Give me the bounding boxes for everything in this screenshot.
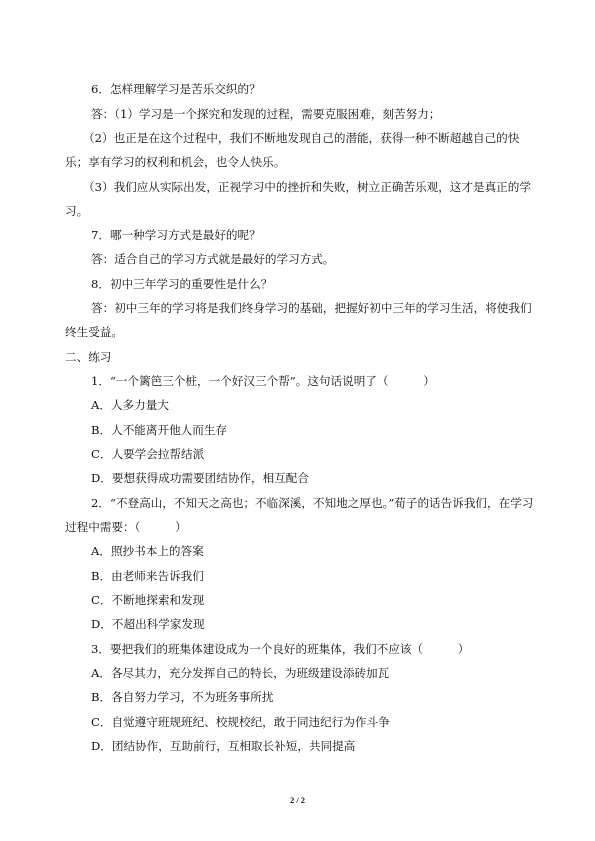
exercise-2-option-b: B．由老师来告诉我们: [91, 569, 204, 583]
answer-8-cont: 终生受益。: [65, 325, 123, 339]
exercise-3-question: 3．要把我们的班集体建设成为一个良好的班集体，我们不应该（ ）: [91, 642, 470, 656]
exercise-3-option-c: C．自觉遵守班规班纪、校规校纪，敢于同违纪行为作斗争: [91, 715, 390, 729]
exercise-2-option-c: C．不断地探索和发现: [91, 593, 205, 607]
answer-6-part-2-cont: 乐；享有学习的权利和机会，也令人快乐。: [65, 155, 286, 169]
page-number: 2 / 2: [289, 795, 306, 805]
exercise-1-option-a: A．人多力量大: [91, 398, 169, 412]
answer-6-part-1: 答：（1）学习是一个探究和发现的过程，需要克服困难，刻苦努力；: [91, 107, 441, 121]
answer-6-part-3: （3）我们应从实际出发，正视学习中的挫折和失败，树立正确苦乐观，这才是真正的学: [83, 180, 531, 194]
answer-6-part-3-cont: 习。: [65, 204, 89, 218]
exercise-3-option-b: B．各自努力学习，不为班务事所扰: [91, 690, 274, 704]
exercise-3-option-d: D．团结协作，互助前行，互相取长补短，共同提高: [91, 739, 356, 753]
exercise-1-option-c: C．人要学会拉帮结派: [91, 447, 205, 461]
exercise-3-option-a: A．各尽其力，充分发挥自己的特长，为班级建设添砖加瓦: [91, 666, 390, 680]
answer-8: 答：初中三年的学习将是我们终身学习的基础，把握好初中三年的学习生活，将使我们: [91, 301, 532, 315]
exercise-2-question-cont: 过程中需要：（ ）: [65, 520, 187, 534]
exercise-2-option-d: D．不超出科学家发现: [91, 617, 205, 631]
exercise-2-option-a: A．照抄书本上的答案: [91, 544, 204, 558]
exercise-1-question: 1．“一个篱笆三个桩，一个好汉三个帮”。这句话说明了（ ）: [91, 374, 435, 388]
exercise-1-option-d: D．要想获得成功需要团结协作，相互配合: [91, 471, 309, 485]
answer-6-part-2: （2）也正是在这个过程中，我们不断地发现自己的潜能，获得一种不断超越自己的快: [83, 131, 520, 145]
answer-7: 答：适合自己的学习方式就是最好的学习方式。: [91, 252, 335, 266]
question-7: 7．哪一种学习方式是最好的呢？: [91, 228, 261, 242]
exercise-1-option-b: B．人不能离开他人而生存: [91, 423, 228, 437]
section-heading-practice: 二、练习: [65, 350, 112, 364]
exercise-2-question: 2．“不登高山，不知天之高也；不临深溪，不知地之厚也。”荀子的话告诉我们，在学习: [91, 496, 534, 510]
question-6: 6．怎样理解学习是苦乐交织的？: [91, 82, 261, 96]
question-8: 8．初中三年学习的重要性是什么？: [91, 277, 273, 291]
